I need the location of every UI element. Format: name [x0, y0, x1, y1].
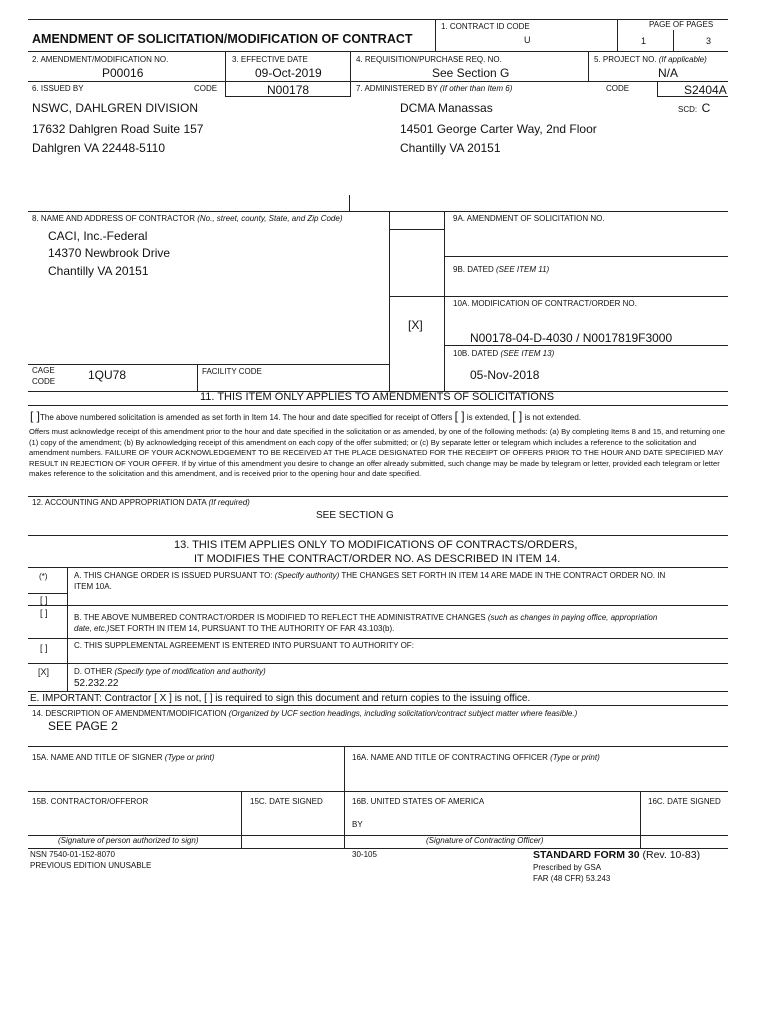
item13-b-text-line2	[74, 624, 394, 634]
item13-b-text	[74, 613, 657, 623]
item13-d-text-note: (Specify type of modification and authority)	[114, 667, 266, 676]
solicitation-dated-label-text: 9B. DATED	[453, 265, 494, 274]
item13-a-text-2: THE CHANGES SET FORTH IN ITEM 14 ARE MADE IN THE CONTRACT ORDER NO. IN	[341, 571, 666, 580]
total-pages: 3	[706, 36, 712, 46]
item13-a-text-3: ITEM 10A.	[74, 582, 112, 591]
modification-dated-label-note: (SEE ITEM 13)	[500, 349, 555, 358]
amendment-no-value: P00016	[102, 66, 144, 80]
signature-officer-label: (Signature of Contracting Officer)	[426, 836, 544, 845]
contractor-line-2: 14370 Newbrook Drive	[48, 246, 171, 260]
effective-date-value: 09-Oct-2019	[255, 66, 322, 80]
item13-b-text-1: B. THE ABOVE NUMBERED CONTRACT/ORDER IS MODIFIED TO REFLECT THE ADMINISTRATIVE CHANGES	[74, 613, 486, 622]
item13-d-value: 52.232.22	[74, 678, 119, 689]
project-no-label-note: (If applicable)	[658, 55, 707, 64]
signer-name-label	[32, 753, 214, 763]
contract-id-value: U	[524, 35, 531, 45]
item13-b-text-2: date, etc.)	[74, 624, 110, 633]
solicitation-dated-label-note: (SEE ITEM 11)	[495, 265, 550, 274]
important-line	[30, 693, 530, 704]
item13-c-text: C. THIS SUPPLEMENTAL AGREEMENT IS ENTERED INTO PURSUANT TO AUTHORITY OF:	[74, 641, 414, 650]
amendment-no-label: 2. AMENDMENT/MODIFICATION NO.	[32, 55, 169, 64]
project-no-label-text: 5. PROJECT NO.	[594, 55, 657, 64]
administered-by-label-text: 7. ADMINISTERED BY	[356, 84, 438, 93]
signer-name-label-text: 15A. NAME AND TITLE OF SIGNER	[32, 753, 163, 762]
item13-b-text-note: (such as changes in paying office, appropriation	[487, 613, 658, 622]
item13-d-text-label: D. OTHER	[74, 667, 113, 676]
item13-b-text-3: SET FORTH IN ITEM 14, PURSUANT TO THE AUTHORITY OF FAR 43.103(b).	[109, 624, 395, 633]
nsn-number: NSN 7540-01-152-8070	[30, 850, 115, 859]
checkbox-solicitation-amended[interactable]: [ ]	[30, 409, 41, 423]
modification-no-label: 10A. MODIFICATION OF CONTRACT/ORDER NO.	[453, 299, 637, 308]
item11-not-extended-text: is not extended.	[524, 413, 581, 422]
previous-edition-note: PREVIOUS EDITION UNUSABLE	[30, 861, 152, 870]
item13-a-text-1: A. THIS CHANGE ORDER IS ISSUED PURSUANT TO:	[74, 571, 273, 580]
description-label-text: 14. DESCRIPTION OF AMENDMENT/MODIFICATION	[32, 709, 227, 718]
contractor-label-note: (No., street, county, State, and Zip Code)	[197, 214, 343, 223]
item13-a-text-note: (Specify authority)	[274, 571, 340, 580]
modification-dated-label	[453, 349, 554, 359]
contractor-line-1: CACI, Inc.-Federal	[48, 229, 148, 243]
issued-by-line-2: 17632 Dahlgren Road Suite 157	[32, 122, 204, 136]
issued-code-value: N00178	[267, 83, 310, 97]
issued-by-label: 6. ISSUED BY	[32, 84, 84, 93]
important-text-1: E. IMPORTANT: Contractor	[30, 693, 152, 704]
officer-name-label-note: (Type or print)	[550, 753, 600, 762]
item11-extended-text: is extended,	[466, 413, 511, 422]
scd-code	[678, 99, 710, 117]
item11-paragraph: Offers must acknowledge receipt of this amendment prior to the hour and date specified in the solicitation or as amended, by one of the following methods: (a) By completing Items 8 and 15, and returning one (1) copy of the amendment; (b) By acknowledging receipt of this amendment on each copy of the offer submitted; or (c) By separate letter or telegram which includes a reference to the solicitation and amendment numbers. FAILURE OF YOUR ACKNOWLEDGEMENT TO BE RECEIVED AT THE PLACE DESIGNATED FOR THE RECEIPT OF OFFERS PRIOR TO THE HOUR AND DATE SPECIFIED MAY RESULT IN REJECTION OF YOUR OFFER. If by virtue of this amendment you desire to change an offer already submitted, such change may be made by telegram or letter, provided each telegram or letter makes reference to the solicitation and this amendment, and is received prior to the opening hour and date specified.	[29, 427, 725, 478]
item11-line1-text: The above numbered solicitation is amended as set forth in Item 14. The hour and date specified for receipt of Offers	[40, 413, 453, 422]
contractor-line-3: Chantilly VA 20151	[48, 264, 149, 278]
form-number: 30-105	[352, 850, 377, 859]
requisition-value: See Section G	[432, 66, 510, 80]
united-states-label: 16B. UNITED STATES OF AMERICA	[352, 797, 485, 806]
accounting-label-text: 12. ACCOUNTING AND APPROPRIATION DATA	[32, 498, 207, 507]
admin-code-value: S2404A	[684, 83, 727, 97]
modification-dated-label-text: 10B. DATED	[453, 349, 499, 358]
item13-heading-1: 13. THIS ITEM APPLIES ONLY TO MODIFICATIONS OF CONTRACTS/ORDERS,	[174, 539, 578, 551]
checkbox-other[interactable]: [X]	[38, 667, 50, 677]
standard-form-line	[533, 849, 700, 861]
cage-label: CAGE	[32, 366, 55, 375]
item13-heading-2: IT MODIFIES THE CONTRACT/ORDER NO. AS DESCRIBED IN ITEM 14.	[194, 553, 561, 565]
description-value: SEE PAGE 2	[48, 719, 118, 733]
description-label	[32, 709, 577, 719]
accounting-label	[32, 498, 250, 508]
checkbox-change-order[interactable]: [ ]	[40, 595, 48, 605]
requisition-label: 4. REQUISITION/PURCHASE REQ. NO.	[356, 55, 502, 64]
project-no-label	[594, 55, 707, 65]
administered-by-line-3: Chantilly VA 20151	[400, 141, 501, 155]
signature-person-label: (Signature of person authorized to sign)	[58, 836, 199, 845]
checkbox-administrative-change[interactable]: [ ]	[40, 608, 48, 618]
form-title: AMENDMENT OF SOLICITATION/MODIFICATION OF CONTRACT	[32, 32, 413, 46]
page-of-pages-label: PAGE OF PAGES	[649, 20, 714, 29]
contract-id-label: 1. CONTRACT ID CODE	[441, 22, 530, 31]
important-text-2: is not,	[174, 693, 202, 704]
issued-by-line-1: NSWC, DAHLGREN DIVISION	[32, 101, 199, 115]
solicitation-no-label: 9A. AMENDMENT OF SOLICITATION NO.	[453, 214, 605, 223]
solicitation-dated-label	[453, 265, 549, 275]
officer-name-label-text: 16A. NAME AND TITLE OF CONTRACTING OFFICER	[352, 753, 548, 762]
administered-by-line-2: 14501 George Carter Way, 2nd Floor	[400, 122, 597, 136]
standard-form-name: STANDARD FORM 30	[533, 849, 640, 861]
important-text-3: is required to sign this document and return copies to the issuing office.	[215, 693, 531, 704]
item11-heading: 11. THIS ITEM ONLY APPLIES TO AMENDMENTS OF SOLICITATIONS	[200, 391, 555, 403]
item13-d-text	[74, 667, 266, 677]
contractor-label-text: 8. NAME AND ADDRESS OF CONTRACTOR	[32, 214, 195, 223]
prescribed-by: Prescribed by GSA	[533, 863, 602, 872]
modification-dated-value: 05-Nov-2018	[470, 368, 540, 382]
modification-no-value: N00178-04-D-4030 / N0017819F3000	[470, 331, 673, 345]
administered-by-label	[356, 84, 512, 94]
scd-value: C	[701, 101, 711, 115]
change-order-mark-label: (*)	[39, 572, 48, 581]
accounting-label-note: (If required)	[208, 498, 250, 507]
effective-date-label: 3. EFFECTIVE DATE	[232, 55, 308, 64]
checkbox-supplemental-agreement[interactable]: [ ]	[40, 643, 48, 653]
page-number: 1	[641, 36, 647, 46]
standard-form-rev: (Rev. 10-83)	[642, 849, 701, 861]
signer-name-label-note: (Type or print)	[164, 753, 215, 762]
checkbox-not-extended[interactable]: [ ]	[512, 409, 523, 423]
by-label: BY	[352, 820, 363, 829]
project-no-value: N/A	[658, 66, 679, 80]
checkbox-is-not-required[interactable]: [ X ]	[154, 693, 172, 704]
administered-by-label-note: (If other than Item 6)	[439, 84, 513, 93]
scd-label: SCD:	[678, 105, 698, 114]
checkbox-extended[interactable]: [ ]	[454, 409, 465, 423]
issued-code-label: CODE	[194, 84, 218, 93]
accounting-value: SEE SECTION G	[316, 510, 394, 521]
checkbox-is-required[interactable]: [ ]	[204, 693, 213, 704]
item13-a-text	[74, 571, 665, 581]
far-citation: FAR (48 CFR) 53.243	[533, 874, 611, 883]
facility-code-label: FACILITY CODE	[202, 367, 262, 376]
item11-line1	[30, 409, 581, 423]
officer-name-label	[352, 753, 600, 763]
admin-code-label: CODE	[606, 84, 630, 93]
contractor-offeror-label: 15B. CONTRACTOR/OFFEROR	[32, 797, 149, 806]
cage-label-code: CODE	[32, 377, 56, 386]
contractor-date-signed-label: 15C. DATE SIGNED	[250, 797, 323, 806]
cage-value: 1QU78	[88, 368, 127, 382]
modification-check-mark: [X]	[408, 318, 423, 332]
contractor-label	[32, 214, 343, 224]
issued-by-line-3: Dahlgren VA 22448-5110	[32, 141, 165, 155]
officer-date-signed-label: 16C. DATE SIGNED	[648, 797, 721, 806]
administered-by-line-1: DCMA Manassas	[400, 101, 493, 115]
description-label-note: (Organized by UCF section headings, including solicitation/contract subject matter where feasible.)	[228, 709, 578, 718]
